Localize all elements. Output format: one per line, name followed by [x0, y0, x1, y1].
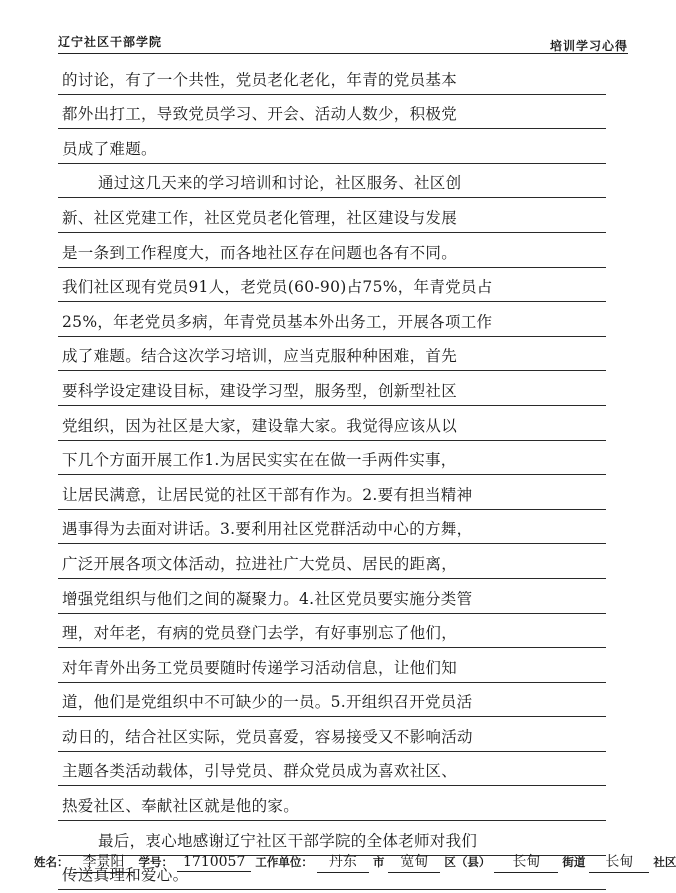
institution-name: 辽宁社区干部学院	[58, 35, 163, 49]
ruled-line	[58, 406, 606, 441]
street-label: 街道	[562, 855, 586, 869]
handwritten-line: 对年青外出务工党员要随时传递学习活动信息，让他们知	[62, 658, 458, 677]
work-unit-label: 工作单位：	[255, 855, 313, 869]
ruled-line	[58, 717, 606, 752]
community-value: 长甸	[589, 851, 649, 873]
handwritten-line: 下几个方面开展工作1.为居民实实在在做一手两件实事，	[62, 451, 457, 470]
handwritten-line: 25%，年老党员多病，年青党员基本外出务工，开展各项工作	[62, 312, 493, 331]
ruled-line	[58, 614, 606, 649]
handwritten-line: 理，对年老，有病的党员登门去学，有好事别忘了他们，	[62, 624, 458, 643]
district-value: 宽甸	[388, 851, 440, 873]
ruled-line	[58, 233, 606, 268]
ruled-line	[58, 786, 606, 821]
handwritten-line: 通过这几天来的学习培训和讨论，社区服务、社区创	[98, 174, 462, 193]
signature-footer	[34, 851, 676, 873]
handwritten-line: 新、社区党建工作，社区党员老化管理，社区建设与发展	[62, 208, 458, 227]
handwritten-line: 传送真理和爱心。	[62, 866, 189, 885]
student-id-label: 学号：	[138, 855, 173, 869]
handwritten-line: 的讨论，有了一个共性，党员老化老化，年青的党员基本	[62, 70, 458, 89]
ruled-line	[58, 60, 606, 95]
header-divider	[58, 53, 628, 54]
city-value: 丹东	[317, 851, 369, 873]
ruled-line	[58, 544, 606, 579]
handwritten-line: 动日的，结合社区实际，党员喜爱，容易接受又不影响活动	[62, 727, 473, 746]
handwritten-line: 最后，衷心地感谢辽宁社区干部学院的全体老师对我们	[98, 831, 478, 850]
handwritten-line: 让居民满意，让居民觉的社区干部有作为。2.要有担当精神	[62, 485, 473, 504]
ruled-line	[58, 683, 606, 718]
handwritten-line: 是一条到工作程度大，而各地社区存在问题也各有不同。	[62, 243, 458, 262]
community-label: 社区	[653, 855, 676, 869]
name-value: 李景阳	[73, 851, 135, 873]
handwritten-line: 遇事得为去面对讲话。3.要利用社区党群活动中心的方舞，	[62, 520, 473, 539]
handwritten-line: 主题各类活动载体，引导党员、群众党员成为喜欢社区、	[62, 762, 458, 781]
document-type: 培训学习心得	[549, 39, 628, 53]
ruled-line	[58, 648, 606, 683]
district-label: 区（县）	[444, 855, 491, 869]
handwritten-line: 成了难题。结合这次学习培训，应当克服种种困难，首先	[62, 347, 458, 366]
city-label: 市	[372, 855, 385, 869]
ruled-writing-area	[58, 60, 606, 890]
student-id-value: 1710057	[177, 854, 251, 872]
handwritten-line: 道，他们是党组织中不可缺少的一员。5.开组织召开党员活	[62, 693, 473, 712]
handwritten-line: 增强党组织与他们之间的凝聚力。4.社区党员要实施分类管	[62, 589, 473, 608]
ruled-line	[58, 752, 606, 787]
ruled-line	[58, 198, 606, 233]
handwritten-line: 广泛开展各项文体活动，拉进社广大党员、居民的距离，	[62, 554, 458, 573]
ruled-line	[58, 129, 606, 164]
handwritten-line: 党组织，因为社区是大家，建设靠大家。我觉得应该从以	[62, 416, 458, 435]
ruled-line	[58, 302, 606, 337]
name-label: 姓名：	[34, 855, 69, 869]
handwritten-line: 热爱社区、奉献社区就是他的家。	[62, 797, 300, 816]
street-value: 长甸	[494, 851, 558, 873]
handwritten-line: 我们社区现有党员91人，老党员(60-90)占75%，年青党员占	[62, 278, 493, 297]
ruled-line	[58, 475, 606, 510]
handwritten-line: 要科学设定建设目标，建设学习型，服务型，创新型社区	[62, 381, 458, 400]
ruled-line	[58, 510, 606, 545]
ruled-line	[58, 441, 606, 476]
handwritten-line: 都外出打工，导致党员学习、开会、活动人数少，积极党	[62, 105, 458, 124]
ruled-line	[58, 268, 606, 303]
ruled-line	[58, 579, 606, 614]
ruled-line	[58, 371, 606, 406]
ruled-line	[58, 164, 606, 199]
handwritten-line: 员成了难题。	[62, 139, 157, 158]
ruled-line	[58, 337, 606, 372]
ruled-line	[58, 95, 606, 130]
